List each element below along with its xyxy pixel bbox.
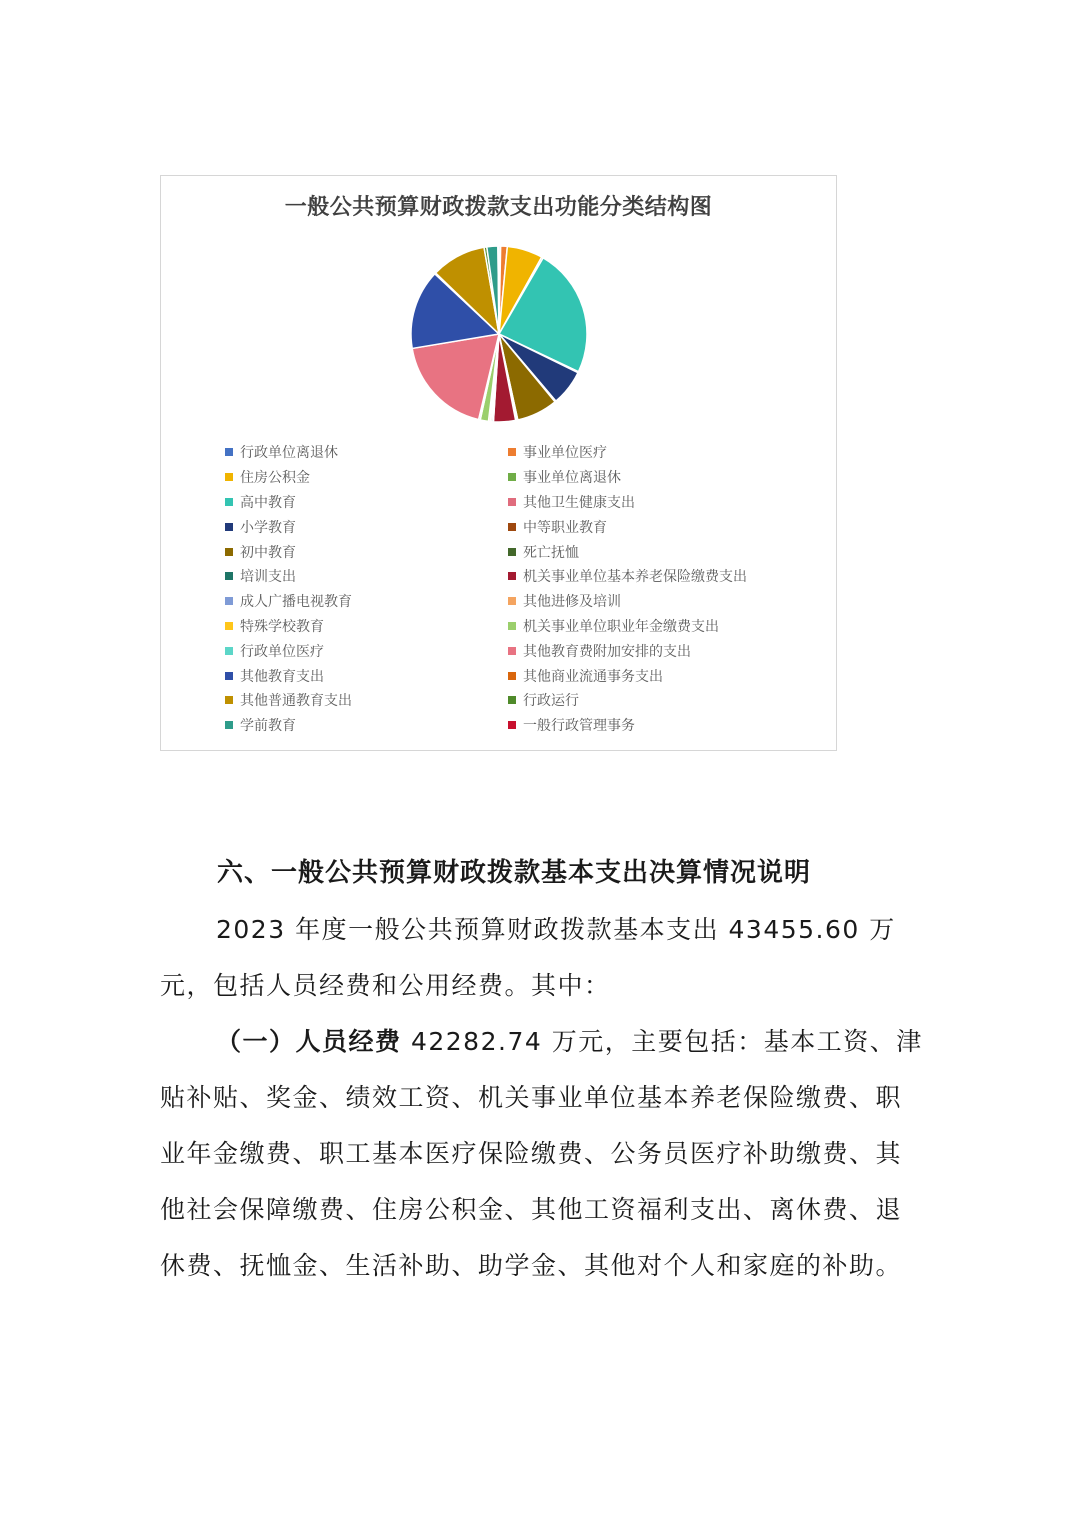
legend-label: 其他商业流通事务支出 <box>523 668 663 685</box>
legend-item <box>508 465 808 490</box>
legend-label: 行政运行 <box>523 693 579 710</box>
legend-item <box>225 589 508 614</box>
legend-label: 事业单位医疗 <box>523 445 607 462</box>
legend-swatch <box>225 523 233 531</box>
legend-item <box>225 539 508 564</box>
legend-item <box>508 638 808 663</box>
legend-swatch <box>508 696 516 704</box>
legend-item <box>508 688 808 713</box>
legend-item <box>225 638 508 663</box>
pie-chart <box>407 242 591 426</box>
legend-label: 死亡抚恤 <box>523 544 579 561</box>
legend-label: 培训支出 <box>240 569 296 586</box>
legend-swatch <box>225 597 233 605</box>
legend-item <box>508 713 808 738</box>
legend-item <box>225 465 508 490</box>
legend-item <box>225 440 508 465</box>
legend-swatch <box>508 572 516 580</box>
legend-swatch <box>225 572 233 580</box>
legend-swatch <box>225 448 233 456</box>
legend-swatch <box>508 448 516 456</box>
legend-label: 小学教育 <box>240 519 296 536</box>
legend-label: 行政单位离退休 <box>240 445 338 462</box>
legend-label: 事业单位离退休 <box>523 470 621 487</box>
legend-label: 高中教育 <box>240 494 296 511</box>
legend-item <box>508 440 808 465</box>
legend-swatch <box>508 473 516 481</box>
personnel-expense-label: （一）人员经费 <box>216 1027 402 1056</box>
legend-swatch <box>225 672 233 680</box>
legend-label: 其他普通教育支出 <box>240 693 352 710</box>
legend-swatch <box>225 622 233 630</box>
legend-item <box>508 614 808 639</box>
pie-chart-panel <box>160 175 837 751</box>
legend-label: 机关事业单位基本养老保险缴费支出 <box>523 569 747 586</box>
legend-item <box>225 514 508 539</box>
legend-label: 成人广播电视教育 <box>240 594 352 611</box>
legend-label: 初中教育 <box>240 544 296 561</box>
legend-swatch <box>508 672 516 680</box>
legend-swatch <box>225 721 233 729</box>
legend-swatch <box>508 597 516 605</box>
legend-label: 其他教育费附加安排的支出 <box>523 643 691 660</box>
legend-label: 其他进修及培训 <box>523 594 621 611</box>
legend-label: 行政单位医疗 <box>240 643 324 660</box>
paragraph-basic-expenditure: 2023 年度一般公共预算财政拨款基本支出 43455.60 万元，包括人员经费和公用经费。其中： <box>160 915 896 1000</box>
legend-item <box>508 490 808 515</box>
legend-swatch <box>508 721 516 729</box>
legend-label: 中等职业教育 <box>523 519 607 536</box>
legend-swatch <box>225 498 233 506</box>
personnel-expense-text: 42282.74 万元，主要包括：基本工资、津贴补贴、奖金、绩效工资、机关事业单位基本养老保险缴费、职业年金缴费、职工基本医疗保险缴费、公务员医疗补助缴费、其他社会保障缴费、住房公积金、其他工资福利支出、离休费、退休费、抚恤金、生活补助、助学金、其他对个人和家庭的补助。 <box>160 1027 923 1280</box>
legend-item <box>225 564 508 589</box>
legend-label: 学前教育 <box>240 718 296 735</box>
legend-item <box>508 589 808 614</box>
legend-label: 其他教育支出 <box>240 668 324 685</box>
legend-item <box>508 539 808 564</box>
legend-swatch <box>508 622 516 630</box>
legend-item <box>225 490 508 515</box>
legend-swatch <box>508 548 516 556</box>
chart-legend <box>225 440 825 735</box>
legend-label: 机关事业单位职业年金缴费支出 <box>523 618 719 635</box>
legend-swatch <box>508 523 516 531</box>
legend-label: 一般行政管理事务 <box>523 718 635 735</box>
legend-swatch <box>225 696 233 704</box>
legend-item <box>225 663 508 688</box>
section-heading: 六、一般公共预算财政拨款基本支出决算情况说明 <box>217 858 812 888</box>
chart-title: 一般公共预算财政拨款支出功能分类结构图 <box>284 195 713 220</box>
legend-swatch <box>508 498 516 506</box>
legend-swatch <box>225 473 233 481</box>
legend-item <box>508 514 808 539</box>
legend-swatch <box>225 548 233 556</box>
legend-label: 特殊学校教育 <box>240 618 324 635</box>
legend-label: 住房公积金 <box>240 470 310 487</box>
legend-swatch <box>508 647 516 655</box>
legend-item <box>225 713 508 738</box>
paragraph-personnel-expense <box>160 1014 926 1294</box>
legend-item <box>225 688 508 713</box>
legend-swatch <box>225 647 233 655</box>
legend-item <box>225 614 508 639</box>
legend-label: 其他卫生健康支出 <box>523 494 635 511</box>
legend-item <box>508 663 808 688</box>
legend-item <box>508 564 808 589</box>
